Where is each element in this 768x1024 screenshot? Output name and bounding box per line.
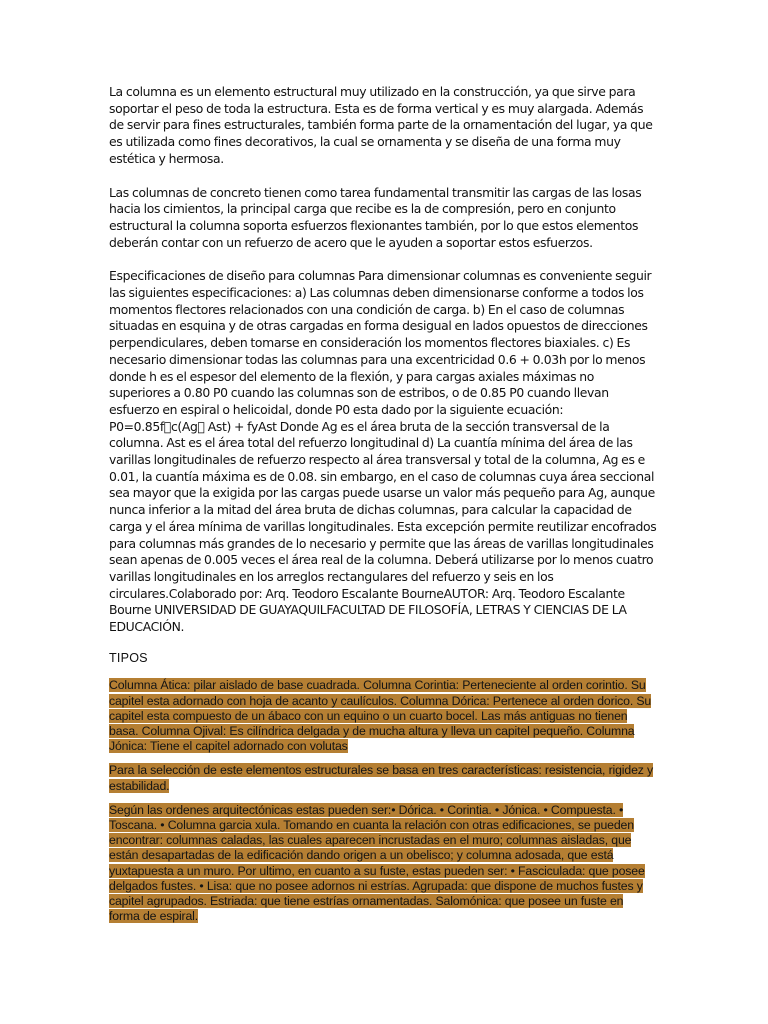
highlighted-paragraph-types (109, 678, 657, 754)
highlighted-paragraph-selection (109, 763, 657, 793)
highlight-mark: Según las ordenes arquitectónicas estas pueden ser:• Dórica. • Corintia. • Jónica. • Compuesta. • Toscana. • Columna garcia xula. Tomando en cuanta la relación con otras edificaciones, se pueden encontrar: columnas caladas, las cuales aparecen incrustadas en el muro; columnas aisladas, que están desapartadas de la edificación dando origen a un obelisco; y columna adosada, que está yuxtapuesta a un muro. Por ultimo, en cuanto a su fuste, estas pueden ser: • Fasciculada: que posee delgados fustes. • Lisa: que no posee adornos ni estrías. Agrupada: que dispone de muchos fustes y capitel agrupados. Estriada: que tiene estrías ornamentadas. Salomónica: que posee un fuste en forma de espiral. (109, 802, 645, 924)
section-heading-tipos: TIPOS (109, 650, 148, 665)
paragraph-concrete-columns: Las columnas de concreto tienen como tarea fundamental transmitir las cargas de las losas hacia los cimientos, la principal carga que recibe es la de compresión, pero en conjunto estructural la columna soporta esfuerzos flexionantes también, por lo que estos elementos deberán contar con un refuerzo de acero que le ayuden a soportar estos esfuerzos. (109, 184, 642, 250)
highlight-mark: Para la selección de este elementos estructurales se basa en tres características: resistencia, rigidez y estabilidad. (109, 763, 654, 793)
document-page (109, 84, 657, 924)
paragraph-specifications: Especificaciones de diseño para columnas Para dimensionar columnas es conveniente seguir las siguientes especificaciones: a) Las columnas deben dimensionarse conforme a todos los momentos flectores relacionados con una condición de carga. b) En el caso de columnas situadas en esquina y de otras cargadas en forma desigual en lados opuestos de direcciones perpendiculares, deben tomarse en consideración los momentos flectores biaxiales. c) Es necesario dimensionar todas las columnas para una excentricidad 0.6 + 0.03h por lo menos donde h es el espesor del elemento de la flexión, y para cargas axiales máximas no superiores a 0.80 P0 cuando las columnas son de estribos, o de 0.85 P0 cuando llevan esfuerzo en espiral o helicoidal, donde P0 esta dado por la siguiente ecuación: P0=0.85f c(Ag  Ast) + fyAst Donde Ag es el área bruta de la sección transversal de la columna. Ast es el área total del refuerzo longitudinal d) La cuantía mínima del área de las varillas longitudinales de refuerzo respecto al área transversal y total de la columna, Ag es e 0.01, la cuantía máxima es de 0.08. sin embargo, en el caso de columnas cuya área seccional sea mayor que la exigida por las cargas puede usarse un valor más pequeño para Ag, aunque nunca inferior a la mitad del área bruta de dichas columnas, para calcular la capacidad de carga y el área mínima de varillas longitudinales. Esta excepción permite reutilizar encofrados para columnas más grandes de lo necesario y permite que las áreas de varillas longitudinales sean apenas de 0.005 veces el área real de la columna. Deberá utilizarse por lo menos cuatro varillas longitudinales en los arreglos rectangulares del refuerzo y seis en los circulares.Colaborado por: Arq. Teodoro Escalante BourneAUTOR: Arq. Teodoro Escalante Bourne UNIVERSIDAD DE GUAYAQUILFACULTAD DE FILOSOFÍA, LETRAS Y CIENCIAS DE LA EDUCACIÓN. (109, 268, 657, 635)
highlight-mark: Columna Ática: pilar aislado de base cuadrada. Columna Corintia: Perteneciente al orden corintio. Su capitel esta adornado con hoja de acanto y caulículos. Columna Dórica: Pertenece al orden dorico. Su capitel esta compuesto de un ábaco con un equino o un cuarto bocel. Las más antiguas no tienen basa. Columna Ojival: Es cilíndrica delgada y de mucha altura y lleva un capitel pequeño. Columna Jónica: Tiene el capitel adornado con volutas (109, 678, 652, 754)
highlighted-paragraph-orders (109, 803, 657, 925)
paragraph-intro: La columna es un elemento estructural muy utilizado en la construcción, ya que sirve para soportar el peso de toda la estructura. Esta es de forma vertical y es muy alargada. Además de servir para fines estructurales, también forma parte de la ornamentación del lugar, ya que es utilizada como fines decorativos, la cual se ornamenta y se diseña de una forma muy estética y hermosa. (109, 84, 653, 166)
